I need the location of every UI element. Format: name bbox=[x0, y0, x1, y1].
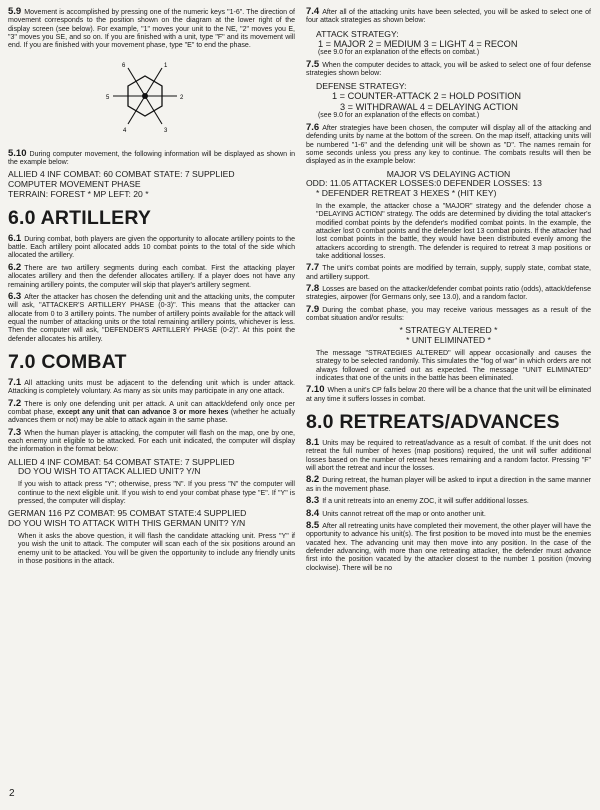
screen-line: * UNIT ELIMINATED * bbox=[406, 335, 491, 346]
paragraph-text: During retreat, the human player will be asked to input a direction in the same manner as in the movement phase. bbox=[306, 477, 591, 493]
section-7-9 bbox=[306, 303, 591, 324]
paragraph-text: All attacking units must be adjacent to the defending unit which is under attack. Attacking is completely voluntary. As many as six units may participate in any one attack. bbox=[8, 379, 295, 396]
right-column bbox=[306, 8, 591, 576]
defense-strategy-title: DEFENSE STRATEGY: bbox=[316, 81, 407, 92]
section-number: 7.4 bbox=[306, 6, 320, 17]
screen-example-messages bbox=[306, 326, 591, 346]
section-7-4 bbox=[306, 8, 591, 26]
section-number: 6.2 bbox=[8, 261, 22, 273]
section-6-2 bbox=[8, 261, 295, 290]
section-number: 8.5 bbox=[306, 519, 320, 531]
section-number: 7.9 bbox=[306, 303, 320, 315]
screen-line: GERMAN 116 PZ COMBAT: 95 COMBAT STATE:4 SUPPLIED bbox=[8, 508, 247, 519]
section-number: 7.8 bbox=[306, 283, 320, 295]
paragraph-text: During the combat phase, you may receive various messages as a result of the combat situation and/or results: bbox=[306, 306, 591, 323]
paragraph-text: When a unit's CP falls below 20 there will be a chance that the unit will be eliminated at any time it suffers losses in combat. bbox=[306, 387, 591, 403]
section-7-7 bbox=[306, 264, 591, 282]
screen-line: DO YOU WISH TO ATTACK ALLIED UNIT? Y/N bbox=[18, 466, 201, 477]
hex-label-2: 2 bbox=[180, 94, 184, 101]
hex-label-1: 1 bbox=[164, 62, 168, 69]
paragraph-7-3b: If you wish to attack press "Y"; otherwise, press "N". If you press "N" the computer will continue to the next eligible unit. If you wish to end your combat phase type "E". If "Y" is pressed, the computer will display: bbox=[18, 481, 295, 505]
paragraph-text: Units may be required to retreat/advance as a result of combat. If the unit does not retreat the full number of hexes (map positions) required, the unit will suffer additional losses based on the number of retreat hexes remaining and a random factor. Pressing "F" will abort the retreat and incur the losses. bbox=[306, 440, 591, 473]
screen-line: TERRAIN: FOREST * MP LEFT: 20 * bbox=[8, 189, 149, 199]
attack-strategy-options: 1 = MAJOR 2 = MEDIUM 3 = LIGHT 4 = RECON bbox=[318, 38, 518, 49]
section-number: 7.6 bbox=[306, 121, 320, 133]
paragraph-text: After all of the attacking units have been selected, you will be asked to select one of four attack strategies as shown below: bbox=[306, 9, 591, 25]
screen-line: ALLIED 4 INF COMBAT: 54 COMBAT STATE: 7 SUPPLIED bbox=[8, 456, 235, 467]
hex-label-4: 4 bbox=[123, 127, 127, 134]
hex-label-5: 5 bbox=[106, 94, 110, 101]
paragraph-7-6b: In the example, the attacker chose a "MAJOR" strategy and the defender chose a "DELAYING ACTION" strategy. The odds are determined by dividing the total attacker's modified combat points by the defender's modified combat points. In the example, the attacker lost 0 combat points and the defender lost 13 combat points. If the attacker had lost combat points in the battle, they would have been distributed evenly among the attackers according to strength. The defender is required to retreat 3 map positions or take additional losses. bbox=[316, 202, 591, 261]
page-number: 2 bbox=[9, 788, 15, 799]
hex-diagram-svg bbox=[8, 54, 295, 146]
paragraph-text: The unit's combat points are modified by terrain, supply, supply state, combat state, and artillery support. bbox=[306, 265, 591, 281]
screen-line: COMPUTER MOVEMENT PHASE bbox=[8, 179, 141, 190]
screen-line: MAJOR VS DELAYING ACTION bbox=[386, 168, 511, 179]
direction-hex-diagram bbox=[8, 54, 295, 146]
paragraph-7-9b: The message "STRATEGIES ALTERED" will appear occasionally and causes the strategy to be selected randomly. This simulates the "fog of war" in which orders are not always followed or carried out as expected. The message "UNIT ELIMINATED" indicates that one of the units in the battle has been eliminated. bbox=[316, 350, 591, 383]
heading-artillery: 6.0 ARTILLERY bbox=[8, 206, 152, 229]
paragraph-text: After all retreating units have completed their movement, the other player will have the opportunity to advance his unit(s). The first position to be moved into must be the enemies vacated hex. The advancing unit may then move into any position. In the case of the defender advancing, with more than one retreating attacker, the defender must advance first into the position vacated by the attacker closest to the number 1 position (moving clockwise). There will be no bbox=[306, 522, 591, 572]
section-8-1 bbox=[306, 439, 591, 473]
paragraph-text: When the computer decides to attack, you will be asked to select one of four defense strategies shown below: bbox=[306, 61, 591, 78]
defense-strategy-note: (see 9.0 for an explanation of the effects on combat.) bbox=[318, 112, 480, 120]
section-number: 8.4 bbox=[306, 507, 320, 519]
section-5-9 bbox=[8, 8, 295, 51]
section-number: 6.1 bbox=[8, 232, 22, 244]
section-number: 7.2 bbox=[8, 397, 22, 409]
section-number: 8.1 bbox=[306, 437, 320, 449]
paragraph-text: Losses are based on the attacker/defender combat points ratio (odds), attack/defense strategies, airpower (for Germans only, see 13.0), and a random factor. bbox=[306, 286, 591, 302]
section-number: 8.2 bbox=[306, 474, 320, 486]
screen-line: * STRATEGY ALTERED * bbox=[399, 325, 498, 336]
screen-line: ALLIED 4 INF COMBAT: 60 COMBAT STATE: 7 SUPPLIED bbox=[8, 169, 235, 180]
defense-strategy-options-1: 1 = COUNTER-ATTACK 2 = HOLD POSITION bbox=[332, 91, 522, 102]
paragraph-text: If a unit retreats into an enemy ZOC, it will suffer additional losses. bbox=[322, 498, 529, 506]
heading-combat: 7.0 COMBAT bbox=[8, 350, 127, 373]
paragraph-text: There is only one defending unit per attack. A unit can attack/defend only once per combat phase, bbox=[8, 400, 295, 416]
heading-retreats-advances: 8.0 RETREATS/ADVANCES bbox=[306, 411, 560, 434]
hex-label-3: 3 bbox=[164, 127, 168, 134]
section-6-3 bbox=[8, 290, 295, 344]
screen-line: DO YOU WISH TO ATTACK WITH THIS GERMAN UNIT? Y/N bbox=[8, 518, 246, 529]
section-8-2 bbox=[306, 476, 591, 494]
section-8-5 bbox=[306, 519, 591, 573]
paragraph-text: During combat, both players are given the opportunity to allocate artillery points to the battle. Each artillery point allocated adds 10 combat points to the total of the side which allocated the artillery. bbox=[8, 235, 295, 260]
hex-label-6: 6 bbox=[122, 62, 126, 69]
section-7-2 bbox=[8, 397, 295, 426]
paragraph-text: There are two artillery segments during each combat. First the attacking player allocates artillery and then the defender allocates artillery. If a player does not have any remaining artillery points, the computer will skip that player's artillery segment. bbox=[8, 264, 295, 289]
paragraph-text: When the human player is attacking, the computer will flash on the map, one by one, each enemy unit eligible to be attacked. For each unit indicated, the computer will display the information in the format below: bbox=[8, 429, 295, 454]
paragraph-text: (whether he actually advances them or not) may be able to attack again in the same phase. bbox=[8, 408, 295, 425]
section-number: 7.10 bbox=[306, 384, 325, 396]
section-number: 8.3 bbox=[306, 495, 320, 507]
screen-example-attack-allied bbox=[8, 458, 295, 478]
emphasis-text: except any unit that can advance 3 or more hexes bbox=[57, 408, 229, 416]
section-number: 7.7 bbox=[306, 262, 320, 274]
section-8-4 bbox=[306, 507, 591, 519]
section-7-10 bbox=[306, 386, 591, 404]
paragraph-7-3c: When it asks the above question, it will flash the candidate attacking unit. Press "Y" if you wish the unit to attack. The computer will scan each of the six positions around an enemy unit to be attacked. You will be given the opportunity to include any friendly units in those positions in the attack. bbox=[18, 532, 295, 565]
attack-strategy-title: ATTACK STRATEGY: bbox=[316, 28, 399, 39]
paragraph-text: Units cannot retreat off the map or onto another unit. bbox=[322, 510, 486, 518]
paragraph-text: Movement is accomplished by pressing one of the numeric keys "1-6". The direction of movement corresponds to the position shown on the diagram at the lower right of the display screen (see below). For example, "1" moves your unit to the NE, "2" moves you E, "3" moves you SE, and so on. If you are finished with a unit, type "F" and its movement will end. If you are finished with your movement phase, type "E" to end the phase. bbox=[8, 9, 295, 50]
screen-line: ODD: 11.05 ATTACKER LOSSES:0 DEFENDER LOSSES: 13 bbox=[306, 178, 542, 189]
section-number: 7.3 bbox=[8, 426, 22, 438]
section-number: 7.5 bbox=[306, 58, 320, 70]
screen-example-combat-result bbox=[306, 170, 591, 199]
screen-line: * DEFENDER RETREAT 3 HEXES * (HIT KEY) bbox=[316, 188, 497, 199]
section-7-3 bbox=[8, 426, 295, 455]
section-7-5 bbox=[306, 58, 591, 79]
attack-strategy-note: (see 9.0 for an explanation of the effects on combat.) bbox=[318, 49, 480, 57]
section-6-1 bbox=[8, 232, 295, 261]
section-5-10 bbox=[8, 147, 295, 168]
screen-example-attack-german bbox=[8, 509, 295, 529]
section-number: 7.1 bbox=[8, 376, 22, 388]
section-number: 6.3 bbox=[8, 290, 22, 302]
screen-example-movement bbox=[8, 170, 295, 199]
paragraph-text: During computer movement, the following information will be displayed as shown in the example below: bbox=[8, 150, 295, 167]
section-number: 5.10 bbox=[8, 147, 27, 159]
section-7-1 bbox=[8, 376, 295, 397]
section-number: 5.9 bbox=[8, 6, 22, 17]
section-8-3 bbox=[306, 497, 591, 506]
paragraph-text: After the attacker has chosen the defending unit and the attacking units, the computer will ask, "ATTACKER'S ARTILLERY PHASE (0-3)". This means that the attacker can allocate from 0 to 3 artillery points. The number of artillery points available for the attack will equal the number of attacking units or the total remaining artillery points, whichever is less. Then the computer will ask, "DEFENDER'S ARTILLERY PHASE (0-2)". At this point the defender allocates his artillery. bbox=[8, 293, 295, 343]
paragraph-text: After strategies have been chosen, the computer will display all of the attacking and defending units by name at the bottom of the screen. On the map itself, attacking units will be numbered "1-6" and the defending unit will be shown as "D". The names remain for some seconds unless you press any key to continue. The combats results will then be displayed as in the example below: bbox=[306, 124, 591, 166]
defense-strategy-options-2: 3 = WITHDRAWAL 4 = DELAYING ACTION bbox=[340, 101, 519, 112]
left-column bbox=[8, 8, 295, 569]
section-7-8 bbox=[306, 285, 591, 303]
section-7-6 bbox=[306, 121, 591, 167]
